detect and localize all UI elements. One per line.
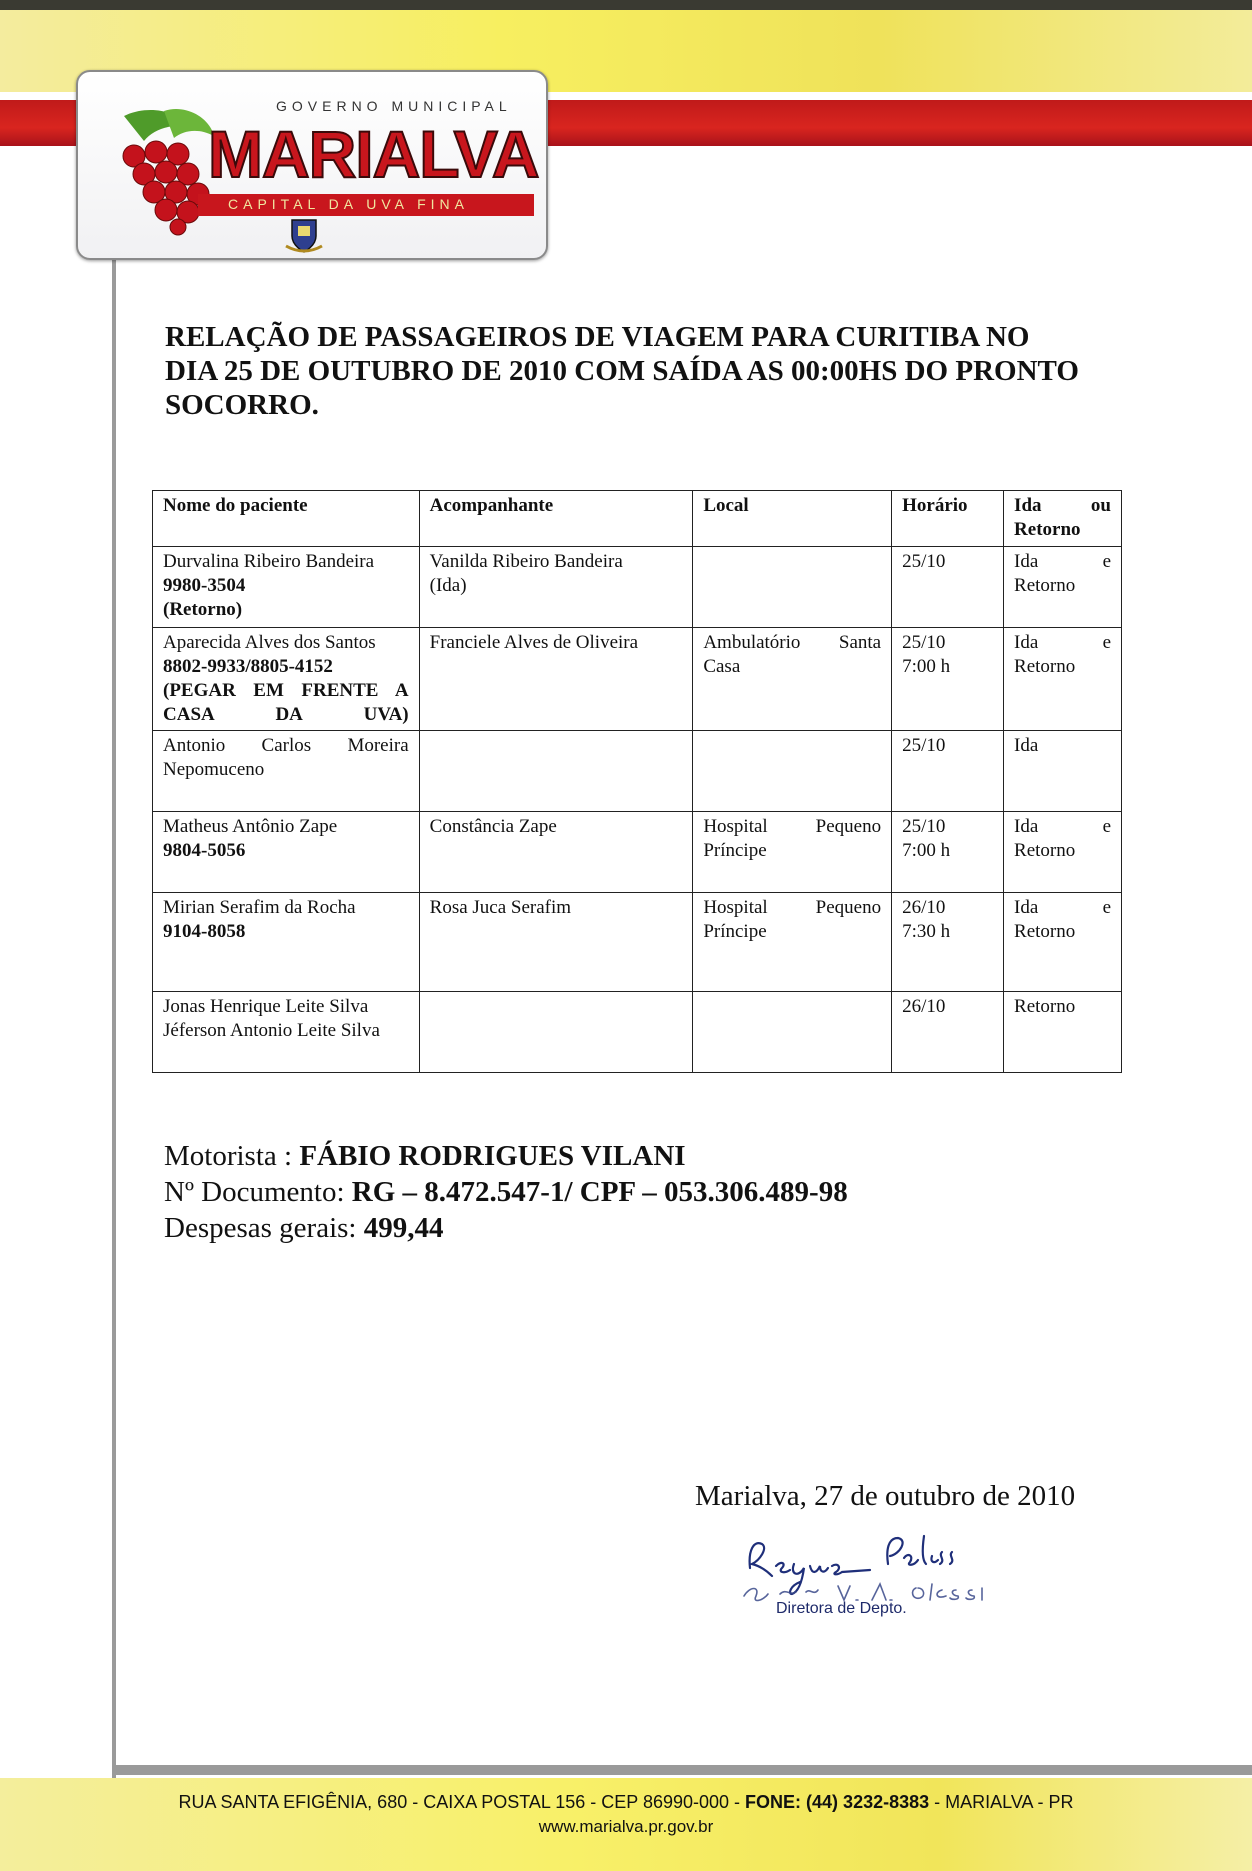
- companion-cell: [419, 628, 693, 731]
- trip-ida: Ida: [1014, 735, 1039, 756]
- table-row: [153, 812, 1122, 893]
- handwritten-signature: [720, 1520, 1000, 1610]
- table-row: [153, 628, 1122, 731]
- patient-name-2: Jéferson Antonio Leite Silva: [163, 1020, 380, 1041]
- trip-cell: [1004, 547, 1122, 628]
- municipal-logo: [76, 70, 548, 260]
- header-trip-retorno: Retorno: [1014, 519, 1081, 540]
- place-date: Marialva, 27 de outubro de 2010: [695, 1480, 1076, 1512]
- header-patient: Nome do paciente: [153, 491, 420, 547]
- trip-date: 25/10: [902, 735, 946, 756]
- trip-e: e: [1102, 897, 1111, 918]
- time-cell: [892, 731, 1004, 812]
- trip-retorno: Retorno: [1014, 921, 1076, 942]
- companion-name: Vanilda Ribeiro Bandeira: [429, 551, 623, 572]
- companion-cell: [419, 547, 693, 628]
- document-line: [164, 1174, 848, 1210]
- patient-cell: [153, 812, 420, 893]
- trip-ida: Ida: [1014, 816, 1039, 837]
- patient-cell: [153, 731, 420, 812]
- document-label: Nº Documento:: [164, 1176, 352, 1208]
- patient-name: Mirian Serafim da Rocha: [163, 897, 356, 918]
- local-cell: [693, 547, 892, 628]
- patient-note: (PEGAR EM FRENTE A CASA DA UVA): [163, 680, 409, 725]
- trip-cell: [1004, 731, 1122, 812]
- patient-cell: [153, 992, 420, 1073]
- trip-cell: [1004, 812, 1122, 893]
- table-row: [153, 992, 1122, 1073]
- table-row: [153, 893, 1122, 992]
- companion-cell: [419, 812, 693, 893]
- companion-note: (Ida): [429, 575, 467, 596]
- patient-phone: 9980-3504: [163, 575, 246, 596]
- trip-hour: 7:00 h: [902, 840, 951, 861]
- table-header-row: [153, 491, 1122, 547]
- driver-info: [164, 1138, 848, 1246]
- trip-date: 26/10: [902, 897, 946, 918]
- trip-e: e: [1102, 551, 1111, 572]
- trip-ida: Ida: [1014, 551, 1039, 572]
- trip-e: e: [1102, 816, 1111, 837]
- local-cell: [693, 893, 892, 992]
- driver-line: [164, 1138, 848, 1174]
- local-cell: [693, 628, 892, 731]
- header-local: Local: [693, 491, 892, 547]
- logo-government-label: GOVERNO MUNICIPAL: [276, 98, 512, 114]
- passenger-table: [152, 490, 1122, 1073]
- bottom-rule: [112, 1765, 1252, 1775]
- expenses-label: Despesas gerais:: [164, 1212, 364, 1244]
- trip-retorno: Retorno: [1014, 656, 1076, 677]
- local-cell: [693, 992, 892, 1073]
- trip-cell: [1004, 628, 1122, 731]
- patient-name: Matheus Antônio Zape: [163, 816, 338, 837]
- document-title: RELAÇÃO DE PASSAGEIROS DE VIAGEM PARA CURITIBA NO DIA 25 DE OUTUBRO DE 2010 COM SAÍDA AS 00:00HS DO PRONTO SOCORRO.: [165, 321, 1079, 421]
- patient-note: (Retorno): [163, 599, 243, 620]
- left-margin-line: [112, 240, 116, 1778]
- companion-name: Constância Zape: [429, 816, 557, 837]
- trip-date: 25/10: [902, 551, 946, 572]
- footer-city: - MARIALVA - PR: [929, 1792, 1074, 1812]
- companion-cell: [419, 893, 693, 992]
- patient-name: Antonio Carlos Moreira Nepomuceno: [163, 735, 409, 780]
- header-trip-ou: ou: [1090, 495, 1111, 516]
- trip-e: e: [1102, 632, 1111, 653]
- footer-address: [0, 1792, 1252, 1813]
- header-time: Horário: [892, 491, 1004, 547]
- trip-cell: [1004, 893, 1122, 992]
- companion-cell: [419, 992, 693, 1073]
- document-value: RG – 8.472.547-1/ CPF – 053.306.489-98: [351, 1176, 848, 1208]
- trip-ida: Ida: [1014, 632, 1039, 653]
- local-name: Hospital Pequeno Príncipe: [703, 897, 882, 942]
- table-row: [153, 731, 1122, 812]
- trip-date: 25/10: [902, 816, 946, 837]
- trip-date: 26/10: [902, 996, 946, 1017]
- local-cell: [693, 812, 892, 893]
- local-cell: [693, 731, 892, 812]
- trip-retorno: Retorno: [1014, 575, 1076, 596]
- time-cell: [892, 992, 1004, 1073]
- trip-date: 25/10: [902, 632, 946, 653]
- patient-cell: [153, 893, 420, 992]
- local-name: Ambulatório Santa Casa: [703, 632, 882, 677]
- patient-cell: [153, 628, 420, 731]
- time-cell: [892, 812, 1004, 893]
- patient-phone: 8802-9933/8805-4152: [163, 656, 333, 677]
- patient-phone: 9104-8058: [163, 921, 246, 942]
- trip-hour: 7:00 h: [902, 656, 951, 677]
- expenses-line: [164, 1210, 848, 1246]
- crest-icon: [284, 216, 324, 254]
- driver-name: FÁBIO RODRIGUES VILANI: [299, 1140, 686, 1172]
- patient-cell: [153, 547, 420, 628]
- patient-name: Jonas Henrique Leite Silva: [163, 996, 369, 1017]
- driver-label: Motorista :: [164, 1140, 300, 1172]
- companion-name: Franciele Alves de Oliveira: [429, 632, 639, 653]
- header-trip: [1004, 491, 1122, 547]
- footer-phone: FONE: (44) 3232-8383: [745, 1792, 930, 1812]
- expenses-value: 499,44: [363, 1212, 444, 1244]
- time-cell: [892, 547, 1004, 628]
- trip-retorno: Retorno: [1014, 996, 1076, 1017]
- trip-hour: 7:30 h: [902, 921, 951, 942]
- top-edge: [0, 0, 1252, 10]
- footer-website: www.marialva.pr.gov.br: [538, 1817, 714, 1836]
- local-name: Hospital Pequeno Príncipe: [703, 816, 882, 861]
- companion-name: Rosa Juca Serafim: [429, 897, 572, 918]
- signature-role: Diretora de Depto.: [776, 1600, 907, 1617]
- header-trip-ida: Ida: [1014, 495, 1042, 516]
- table-row: [153, 547, 1122, 628]
- trip-cell: [1004, 992, 1122, 1073]
- patient-phone: 9804-5056: [163, 840, 246, 861]
- header-companion: Acompanhante: [419, 491, 693, 547]
- time-cell: [892, 628, 1004, 731]
- logo-tagline: CAPITAL DA UVA FINA: [228, 196, 470, 212]
- time-cell: [892, 893, 1004, 992]
- patient-name: Aparecida Alves dos Santos: [163, 632, 376, 653]
- patient-name: Durvalina Ribeiro Bandeira: [163, 551, 375, 572]
- trip-ida: Ida: [1014, 897, 1039, 918]
- companion-cell: [419, 731, 693, 812]
- trip-retorno: Retorno: [1014, 840, 1076, 861]
- logo-city-name: MARIALVA: [208, 117, 539, 191]
- footer-street: RUA SANTA EFIGÊNIA, 680 - CAIXA POSTAL 156 - CEP 86990-000 -: [178, 1792, 746, 1812]
